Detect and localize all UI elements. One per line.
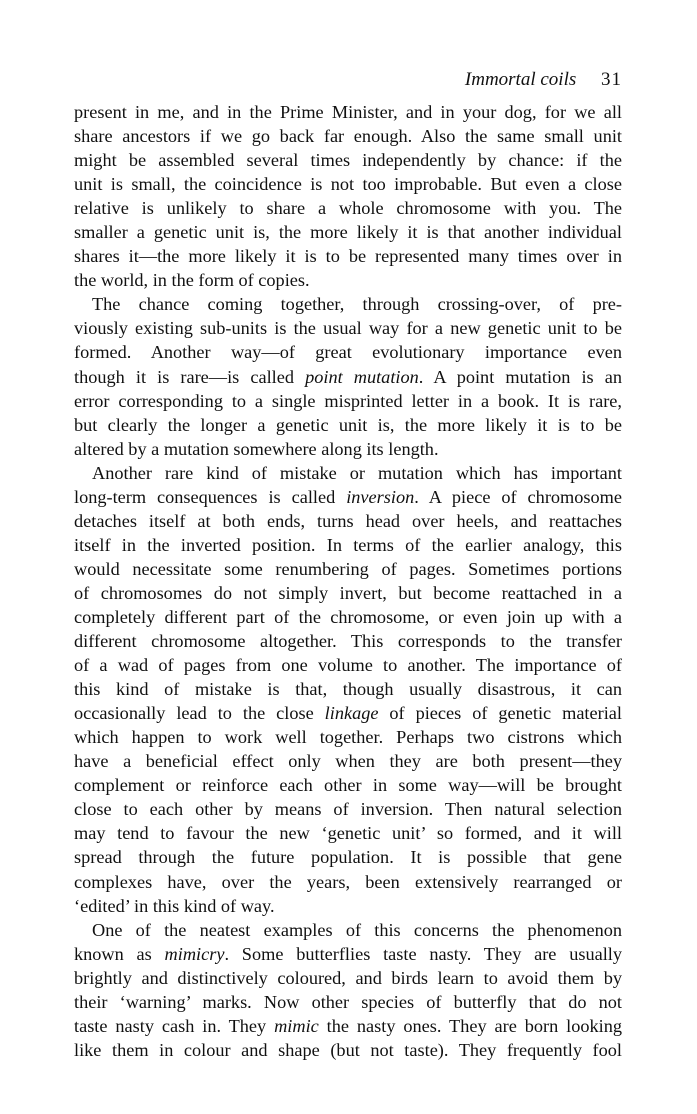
text-line — [74, 509, 622, 533]
text-run: their ‘warning’ marks. Now other species of butterfly that do not — [74, 991, 622, 1012]
text-run: formed. Another way—of great evolutionary importance even — [74, 342, 622, 363]
text-run: this kind of mistake is that, though usually disastrous, it can — [74, 679, 622, 700]
text-run: the world, in the form of copies. — [74, 270, 310, 291]
text-run: complexes have, over the years, been extensively rearranged or — [74, 871, 622, 892]
text-line — [74, 1038, 622, 1062]
text-line — [74, 773, 622, 797]
text-line — [74, 124, 622, 148]
text-line — [74, 581, 622, 605]
text-line — [74, 918, 622, 942]
text-line — [74, 629, 622, 653]
text-run: like them in colour and shape (but not taste). They frequently fool — [74, 1039, 622, 1060]
text-run: which happen to work well together. Perhaps two cistrons which — [74, 727, 622, 748]
text-line — [74, 172, 622, 196]
text-run: though it is rare—is called — [74, 366, 306, 387]
text-line — [74, 148, 622, 172]
text-run: itself in the inverted position. In terms of the earlier analogy, this — [74, 534, 622, 555]
text-run: of pieces of genetic material — [378, 703, 622, 724]
text-line — [74, 725, 622, 749]
text-line — [74, 701, 622, 725]
text-run: share ancestors if we go back far enough. Also the same small unit — [74, 126, 622, 147]
running-header — [74, 68, 622, 92]
italic-term: linkage — [324, 703, 379, 724]
text-run: Another rare kind of mistake or mutation which has important — [92, 462, 622, 483]
text-run: different chromosome altogether. This corresponds to the transfer — [74, 631, 622, 652]
italic-term: mimicry — [164, 943, 225, 964]
text-run: smaller a genetic unit is, the more likely it is that another individual — [74, 222, 622, 243]
text-run: long-term consequences is called — [74, 486, 347, 507]
text-line — [74, 990, 622, 1014]
text-line — [74, 749, 622, 773]
paragraph — [74, 292, 622, 460]
text-line — [74, 485, 622, 509]
page-number: 31 — [601, 69, 622, 90]
text-run: error corresponding to a single misprinted letter in a book. It is rare, — [74, 390, 622, 411]
text-run: spread through the future population. It is possible that gene — [74, 847, 622, 868]
paragraph — [74, 100, 622, 292]
text-run: but clearly the longer a genetic unit is, the more likely it is to be — [74, 414, 622, 435]
italic-term: inversion — [346, 486, 415, 507]
italic-term: mimic — [274, 1015, 319, 1036]
text-run: may tend to favour the new ‘genetic unit’ so formed, and it will — [74, 823, 622, 844]
paragraph — [74, 918, 622, 1062]
text-run: of chromosomes do not simply invert, but become reattached in a — [74, 582, 622, 603]
text-line — [74, 389, 622, 413]
text-line — [74, 797, 622, 821]
text-run: detaches itself at both ends, turns head over heels, and reattaches — [74, 510, 622, 531]
text-run: present in me, and in the Prime Minister, and in your dog, for we all — [74, 102, 622, 122]
text-line — [74, 821, 622, 845]
text-line — [74, 894, 622, 918]
text-run: might be assembled several times independently by chance: if the — [74, 150, 622, 171]
text-run: viously existing sub-units is the usual way for a new genetic unit to be — [74, 318, 622, 339]
text-line — [74, 1014, 622, 1038]
text-run: . Some butterflies taste nasty. They are usually — [224, 943, 622, 964]
text-run: taste nasty cash in. They — [74, 1015, 275, 1036]
text-run: completely different part of the chromosome, or even join up with a — [74, 606, 622, 627]
text-line — [74, 100, 622, 124]
text-run: have a beneficial effect only when they are both present—they — [74, 751, 622, 772]
text-line — [74, 244, 622, 268]
body-text — [74, 100, 622, 1062]
text-line — [74, 870, 622, 894]
text-line — [74, 533, 622, 557]
text-run: of a wad of pages from one volume to another. The importance of — [74, 655, 622, 676]
text-run: The chance coming together, through crossing-over, of pre- — [92, 294, 622, 315]
text-run: complement or reinforce each other in some way—will be brought — [74, 775, 622, 796]
italic-term: point mutation — [305, 366, 419, 387]
text-line — [74, 677, 622, 701]
text-line — [74, 942, 622, 966]
text-run: close to each other by means of inversion. Then natural selection — [74, 799, 622, 820]
text-line — [74, 845, 622, 869]
text-line — [74, 413, 622, 437]
text-line — [74, 196, 622, 220]
text-run: relative is unlikely to share a whole chromosome with you. The — [74, 198, 622, 219]
text-line — [74, 557, 622, 581]
text-line — [74, 365, 622, 389]
text-run: unit is small, the coincidence is not too improbable. But even a close — [74, 174, 622, 195]
text-run: . A piece of chromosome — [414, 486, 622, 507]
text-line — [74, 340, 622, 364]
text-line — [74, 461, 622, 485]
text-run: the nasty ones. They are born looking — [318, 1015, 622, 1036]
paragraph — [74, 461, 622, 918]
running-title: Immortal coils — [464, 69, 577, 90]
text-run: occasionally lead to the close — [74, 703, 325, 724]
text-run: altered by a mutation somewhere along its length. — [74, 438, 439, 459]
text-line — [74, 316, 622, 340]
text-run: known as — [74, 943, 165, 964]
text-line — [74, 437, 622, 461]
text-run: brightly and distinctively coloured, and birds learn to avoid them by — [74, 967, 622, 988]
text-run: would necessitate some renumbering of pages. Sometimes portions — [74, 558, 622, 579]
text-run: ‘edited’ in this kind of way. — [74, 895, 275, 916]
text-run: One of the neatest examples of this concerns the phenomenon — [92, 919, 622, 940]
text-run: . A point mutation is an — [418, 366, 622, 387]
text-line — [74, 605, 622, 629]
text-line — [74, 220, 622, 244]
text-line — [74, 653, 622, 677]
text-line — [74, 292, 622, 316]
text-run: shares it—the more likely it is to be represented many times over in — [74, 246, 622, 267]
text-line — [74, 966, 622, 990]
text-line — [74, 268, 622, 292]
